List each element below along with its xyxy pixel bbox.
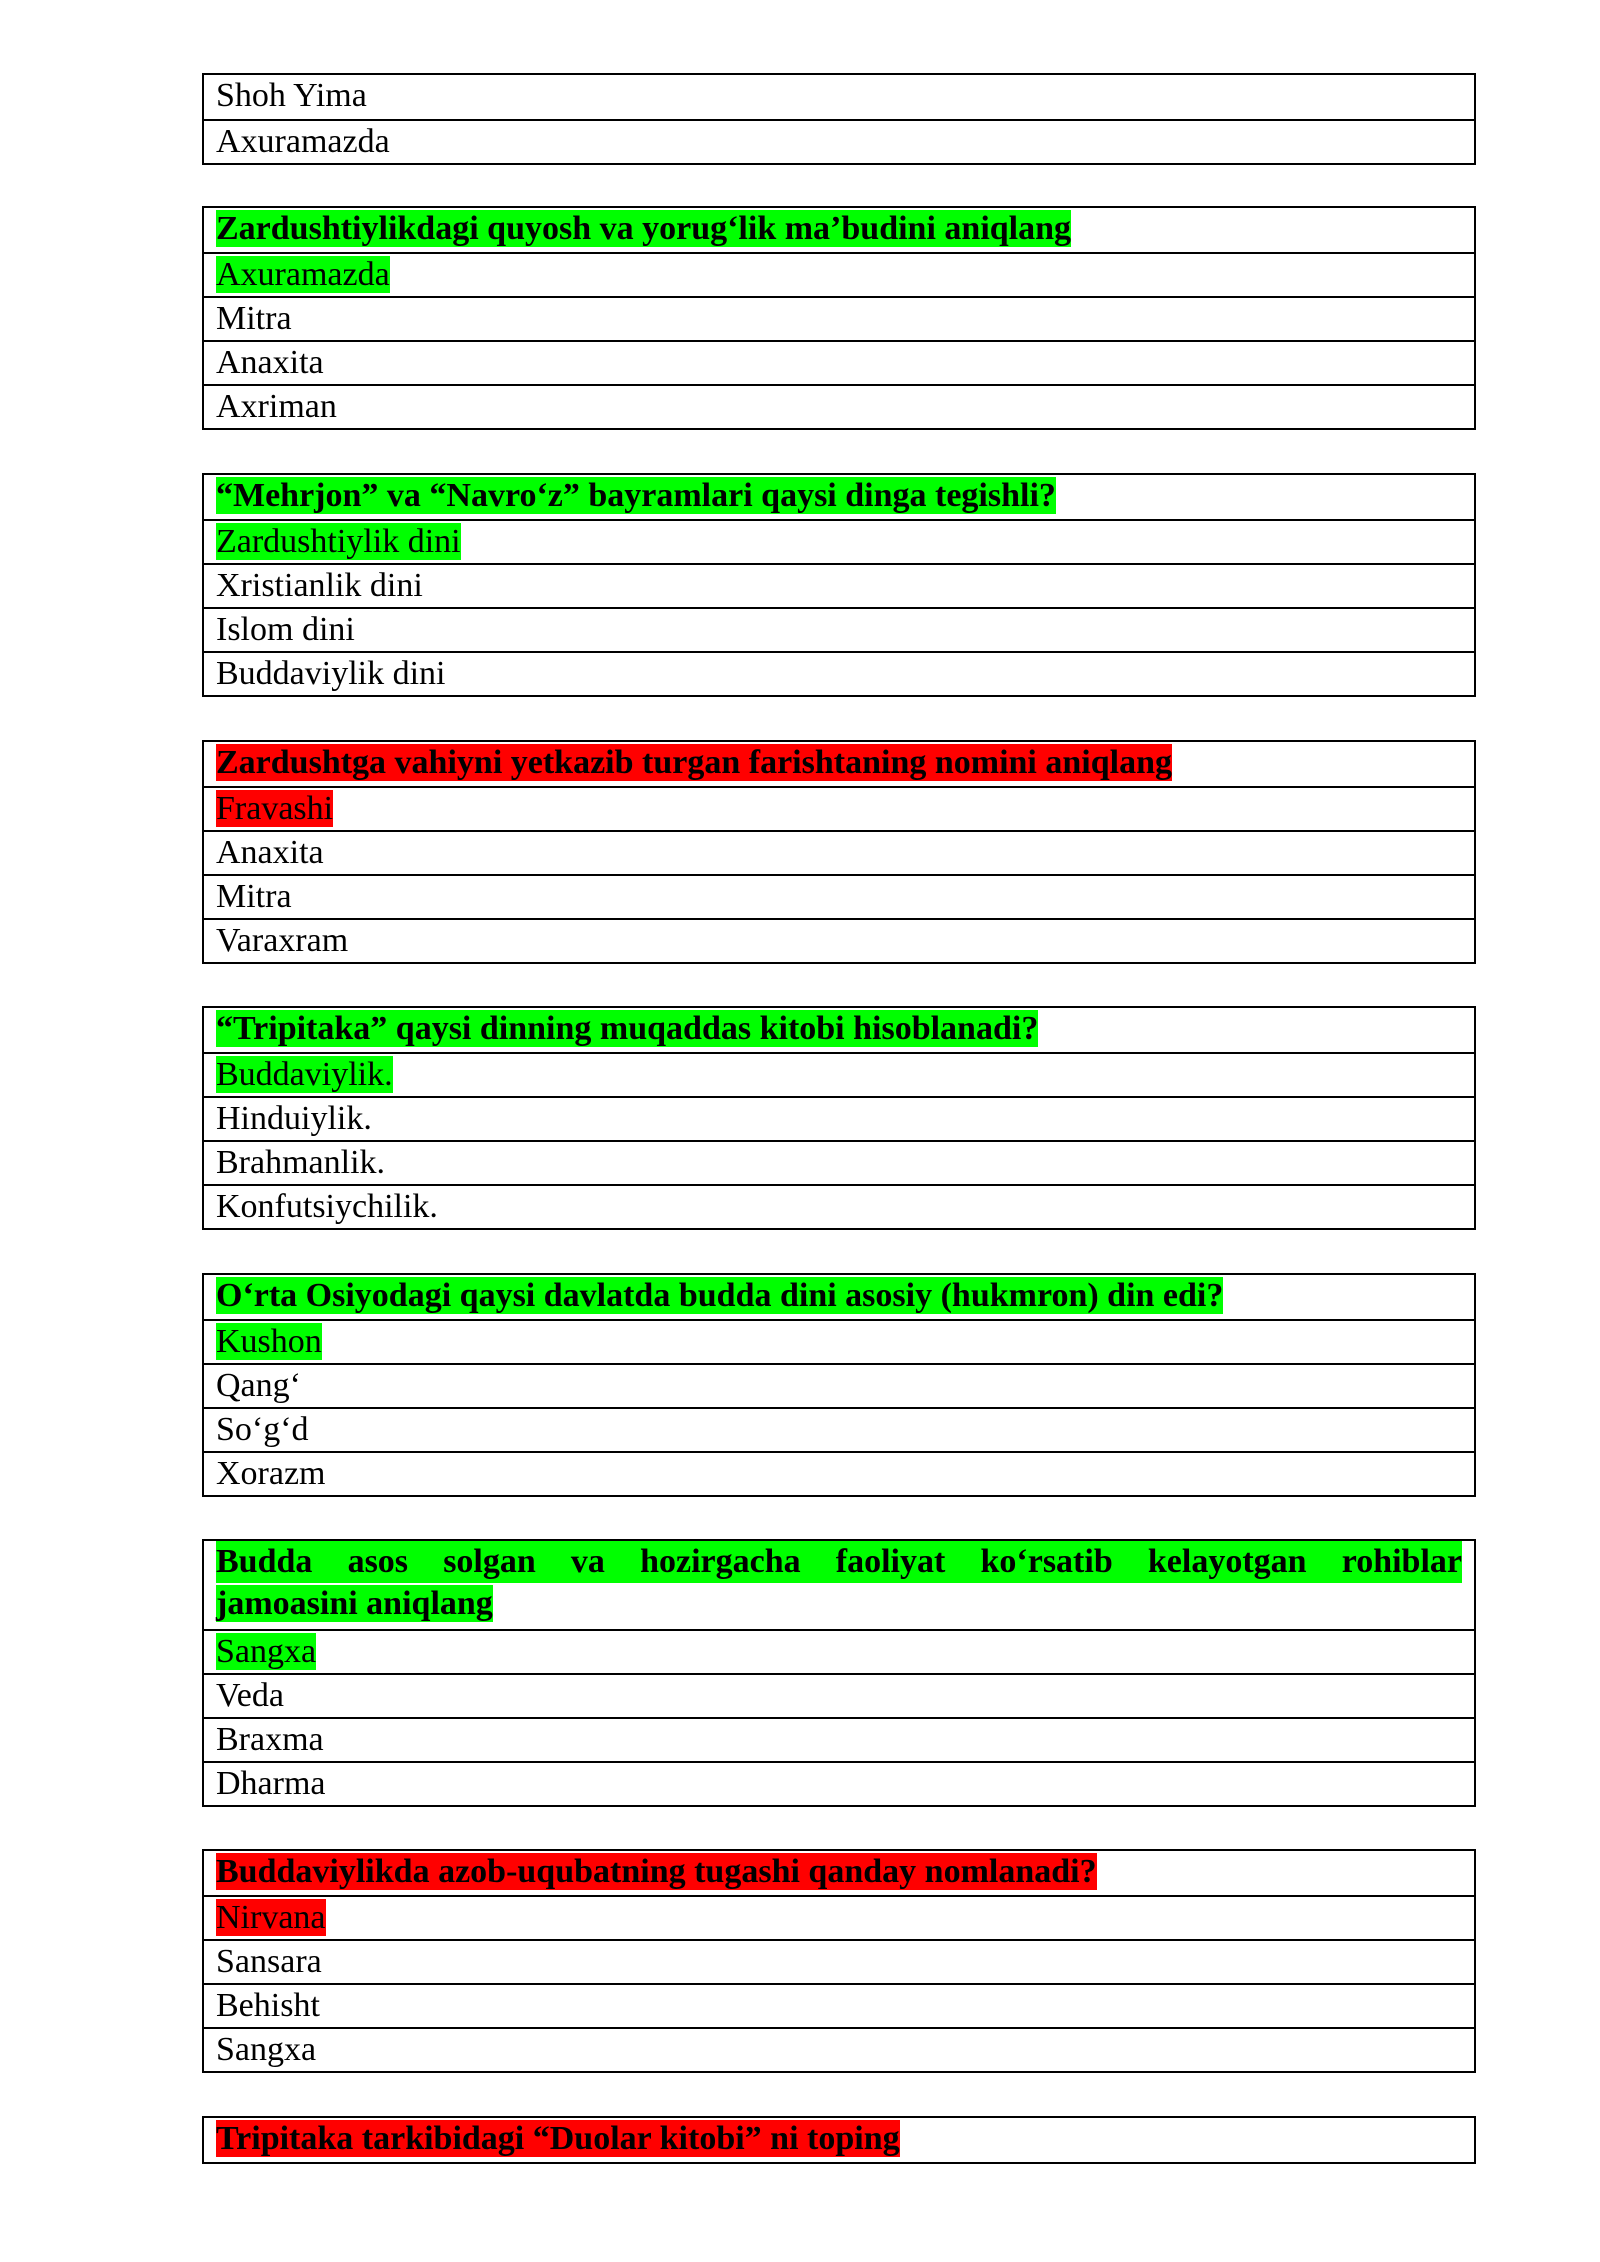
option-text: Hinduiylik. xyxy=(216,1100,372,1137)
option-row xyxy=(204,296,1474,340)
option-text: Dharma xyxy=(216,1765,326,1802)
option-row xyxy=(204,1761,1474,1805)
option-row xyxy=(204,119,1474,163)
question-row xyxy=(204,1541,1474,1629)
option-row xyxy=(204,563,1474,607)
question-text: O‘rta Osiyodagi qaysi davlatda budda dini asosiy (hukmron) din edi? xyxy=(216,1277,1224,1314)
option-row xyxy=(204,1363,1474,1407)
option-row xyxy=(204,1895,1474,1939)
option-text: Konfutsiychilik. xyxy=(216,1188,438,1225)
option-row xyxy=(204,384,1474,428)
option-text: Axriman xyxy=(216,388,337,425)
option-text: Buddaviylik. xyxy=(216,1056,393,1093)
question-table xyxy=(202,1539,1476,1807)
option-text: Varaxram xyxy=(216,922,349,959)
option-text: So‘g‘d xyxy=(216,1411,309,1448)
option-row xyxy=(204,1407,1474,1451)
question-text: Tripitaka tarkibidagi “Duolar kitobi” ni toping xyxy=(216,2120,900,2157)
option-row xyxy=(204,651,1474,695)
option-text: Xristianlik dini xyxy=(216,567,423,604)
option-text: Qang‘ xyxy=(216,1367,301,1404)
question-row xyxy=(204,742,1474,786)
question-text: “Mehrjon” va “Navro‘z” bayramlari qaysi dinga tegishli? xyxy=(216,477,1056,514)
option-row xyxy=(204,918,1474,962)
option-text: Zardushtiylik dini xyxy=(216,523,461,560)
option-text: Xorazm xyxy=(216,1455,326,1492)
answer-table-continued xyxy=(202,73,1476,165)
option-text: Behisht xyxy=(216,1987,320,2024)
option-row xyxy=(204,1451,1474,1495)
option-row xyxy=(204,1673,1474,1717)
question-text: “Tripitaka” qaysi dinning muqaddas kitobi hisoblanadi? xyxy=(216,1010,1039,1047)
question-text: Zardushtiylikdagi quyosh va yorug‘lik ma’budini aniqlang xyxy=(216,210,1072,247)
option-row xyxy=(204,1717,1474,1761)
option-row xyxy=(204,786,1474,830)
question-table xyxy=(202,2116,1476,2164)
question-text-line2: jamoasini aniqlang xyxy=(216,1585,493,1622)
option-text: Axuramazda xyxy=(216,256,390,293)
question-text-line1-highlight: Budda asos solgan va hozirgacha faoliyat ko‘rsatib kelayotgan rohiblar xyxy=(216,1541,1462,1583)
option-row xyxy=(204,1983,1474,2027)
question-table xyxy=(202,1849,1476,2073)
option-text: Shoh Yima xyxy=(216,77,367,114)
question-row xyxy=(204,2118,1474,2162)
question-row xyxy=(204,1851,1474,1895)
option-text: Axuramazda xyxy=(216,123,390,160)
question-table xyxy=(202,206,1476,430)
option-text: Brahmanlik. xyxy=(216,1144,386,1181)
question-row xyxy=(204,1275,1474,1319)
option-text: Nirvana xyxy=(216,1899,326,1936)
question-row xyxy=(204,1008,1474,1052)
question-text-line1 xyxy=(216,1541,1474,1583)
option-text: Braxma xyxy=(216,1721,324,1758)
option-text: Sangxa xyxy=(216,1633,317,1670)
question-table xyxy=(202,740,1476,964)
option-text: Sansara xyxy=(216,1943,322,1980)
question-table xyxy=(202,1006,1476,1230)
option-row xyxy=(204,519,1474,563)
option-row xyxy=(204,340,1474,384)
option-row xyxy=(204,607,1474,651)
option-row xyxy=(204,874,1474,918)
option-text: Sangxa xyxy=(216,2031,317,2068)
option-row xyxy=(204,1096,1474,1140)
question-table xyxy=(202,1273,1476,1497)
option-row xyxy=(204,1184,1474,1228)
option-text: Mitra xyxy=(216,878,292,915)
option-row xyxy=(204,75,1474,119)
option-row xyxy=(204,2027,1474,2071)
option-text: Buddaviylik dini xyxy=(216,655,446,692)
option-text: Veda xyxy=(216,1677,284,1714)
option-row xyxy=(204,1939,1474,1983)
option-row xyxy=(204,1140,1474,1184)
option-row xyxy=(204,252,1474,296)
option-row xyxy=(204,830,1474,874)
question-text: Zardushtga vahiyni yetkazib turgan farishtaning nomini aniqlang xyxy=(216,744,1173,781)
option-row xyxy=(204,1629,1474,1673)
option-text: Mitra xyxy=(216,300,292,337)
option-text: Anaxita xyxy=(216,344,324,381)
question-table xyxy=(202,473,1476,697)
question-text: Buddaviylikda azob-uqubatning tugashi qanday nomlanadi? xyxy=(216,1853,1097,1890)
option-text: Islom dini xyxy=(216,611,355,648)
option-row xyxy=(204,1319,1474,1363)
option-text: Fravashi xyxy=(216,790,334,827)
option-text: Anaxita xyxy=(216,834,324,871)
question-row xyxy=(204,475,1474,519)
question-row xyxy=(204,208,1474,252)
option-text: Kushon xyxy=(216,1323,322,1360)
option-row xyxy=(204,1052,1474,1096)
